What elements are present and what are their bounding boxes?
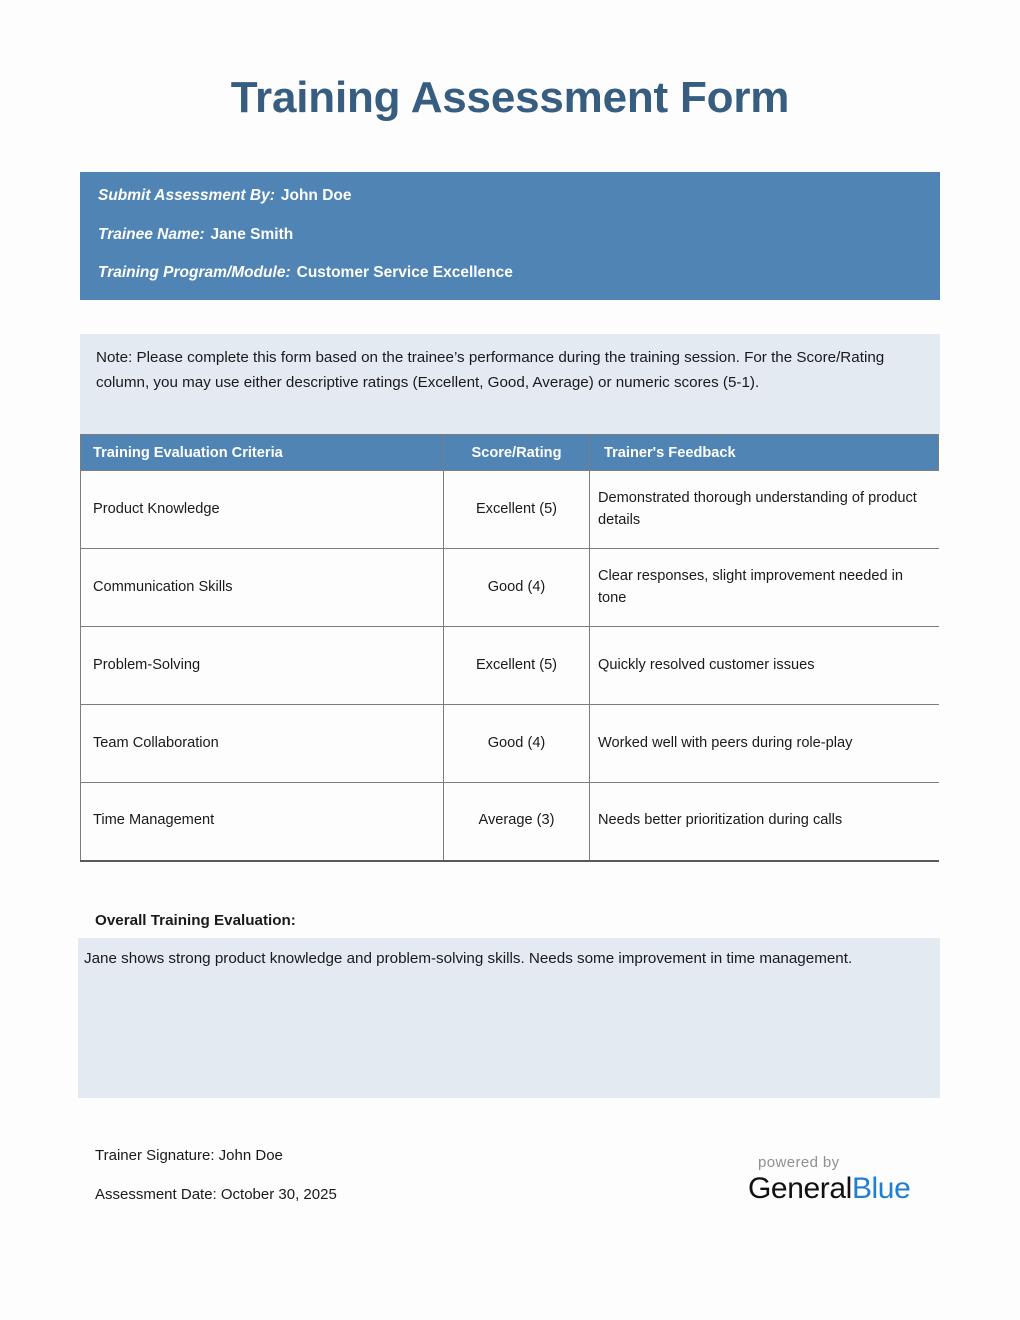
meta-label-submitted-by: Submit Assessment By: (98, 187, 275, 204)
table-row (81, 783, 939, 861)
cell-criteria: Product Knowledge (81, 471, 444, 549)
cell-score: Good (4) (444, 705, 590, 783)
table-row (81, 471, 939, 549)
trainer-signature: Trainer Signature: John Doe (95, 1147, 283, 1164)
cell-score: Good (4) (444, 549, 590, 627)
cell-feedback: Worked well with peers during role-play (590, 705, 939, 783)
cell-score: Excellent (5) (444, 471, 590, 549)
cell-criteria: Time Management (81, 783, 444, 861)
generalblue-logo (748, 1155, 928, 1206)
meta-row-trainee-name (98, 227, 922, 243)
column-header-feedback: Trainer's Feedback (590, 435, 939, 471)
instructions-note-box (80, 334, 940, 434)
cell-feedback: Quickly resolved customer issues (590, 627, 939, 705)
assessment-meta-header (80, 172, 940, 300)
logo-wordmark (748, 1172, 928, 1207)
cell-score: Excellent (5) (444, 627, 590, 705)
meta-label-training-program: Training Program/Module: (98, 264, 291, 281)
meta-row-submitted-by (98, 188, 922, 204)
table-row (81, 627, 939, 705)
instructions-note-text: Note: Please complete this form based on the trainee’s performance during the training session. For the Score/Rating column, you may use either descriptive ratings (Excellent, Good, Average) or numeric scores (5-1). (96, 349, 885, 391)
column-header-score: Score/Rating (444, 435, 590, 471)
overall-evaluation-text: Jane shows strong product knowledge and problem-solving skills. Needs some improvement in time management. (84, 950, 853, 967)
training-evaluation-table (80, 434, 939, 862)
table-row (81, 549, 939, 627)
cell-feedback: Clear responses, slight improvement needed in tone (590, 549, 939, 627)
overall-evaluation-box (78, 938, 940, 1098)
assessment-date: Assessment Date: October 30, 2025 (95, 1186, 337, 1203)
column-header-criteria: Training Evaluation Criteria (81, 435, 444, 471)
cell-criteria: Communication Skills (81, 549, 444, 627)
table-row (81, 705, 939, 783)
table-header-row (81, 435, 939, 471)
overall-evaluation-label: Overall Training Evaluation: (95, 912, 296, 929)
meta-value-submitted-by: John Doe (280, 187, 352, 204)
meta-value-trainee-name: Jane Smith (210, 225, 294, 243)
logo-word-blue: Blue (851, 1171, 911, 1205)
logo-word-general: General (748, 1171, 852, 1205)
meta-row-training-program (98, 265, 922, 281)
meta-value-training-program: Customer Service Excellence (296, 264, 513, 281)
cell-criteria: Problem-Solving (81, 627, 444, 705)
meta-label-trainee-name: Trainee Name: (98, 225, 205, 243)
page-title: Training Assessment Form (230, 73, 790, 122)
cell-criteria: Team Collaboration (81, 705, 444, 783)
cell-feedback: Needs better prioritization during calls (590, 783, 939, 861)
logo-powered-by-text: powered by (758, 1154, 840, 1171)
cell-score: Average (3) (444, 783, 590, 861)
cell-feedback: Demonstrated thorough understanding of product details (590, 471, 939, 549)
